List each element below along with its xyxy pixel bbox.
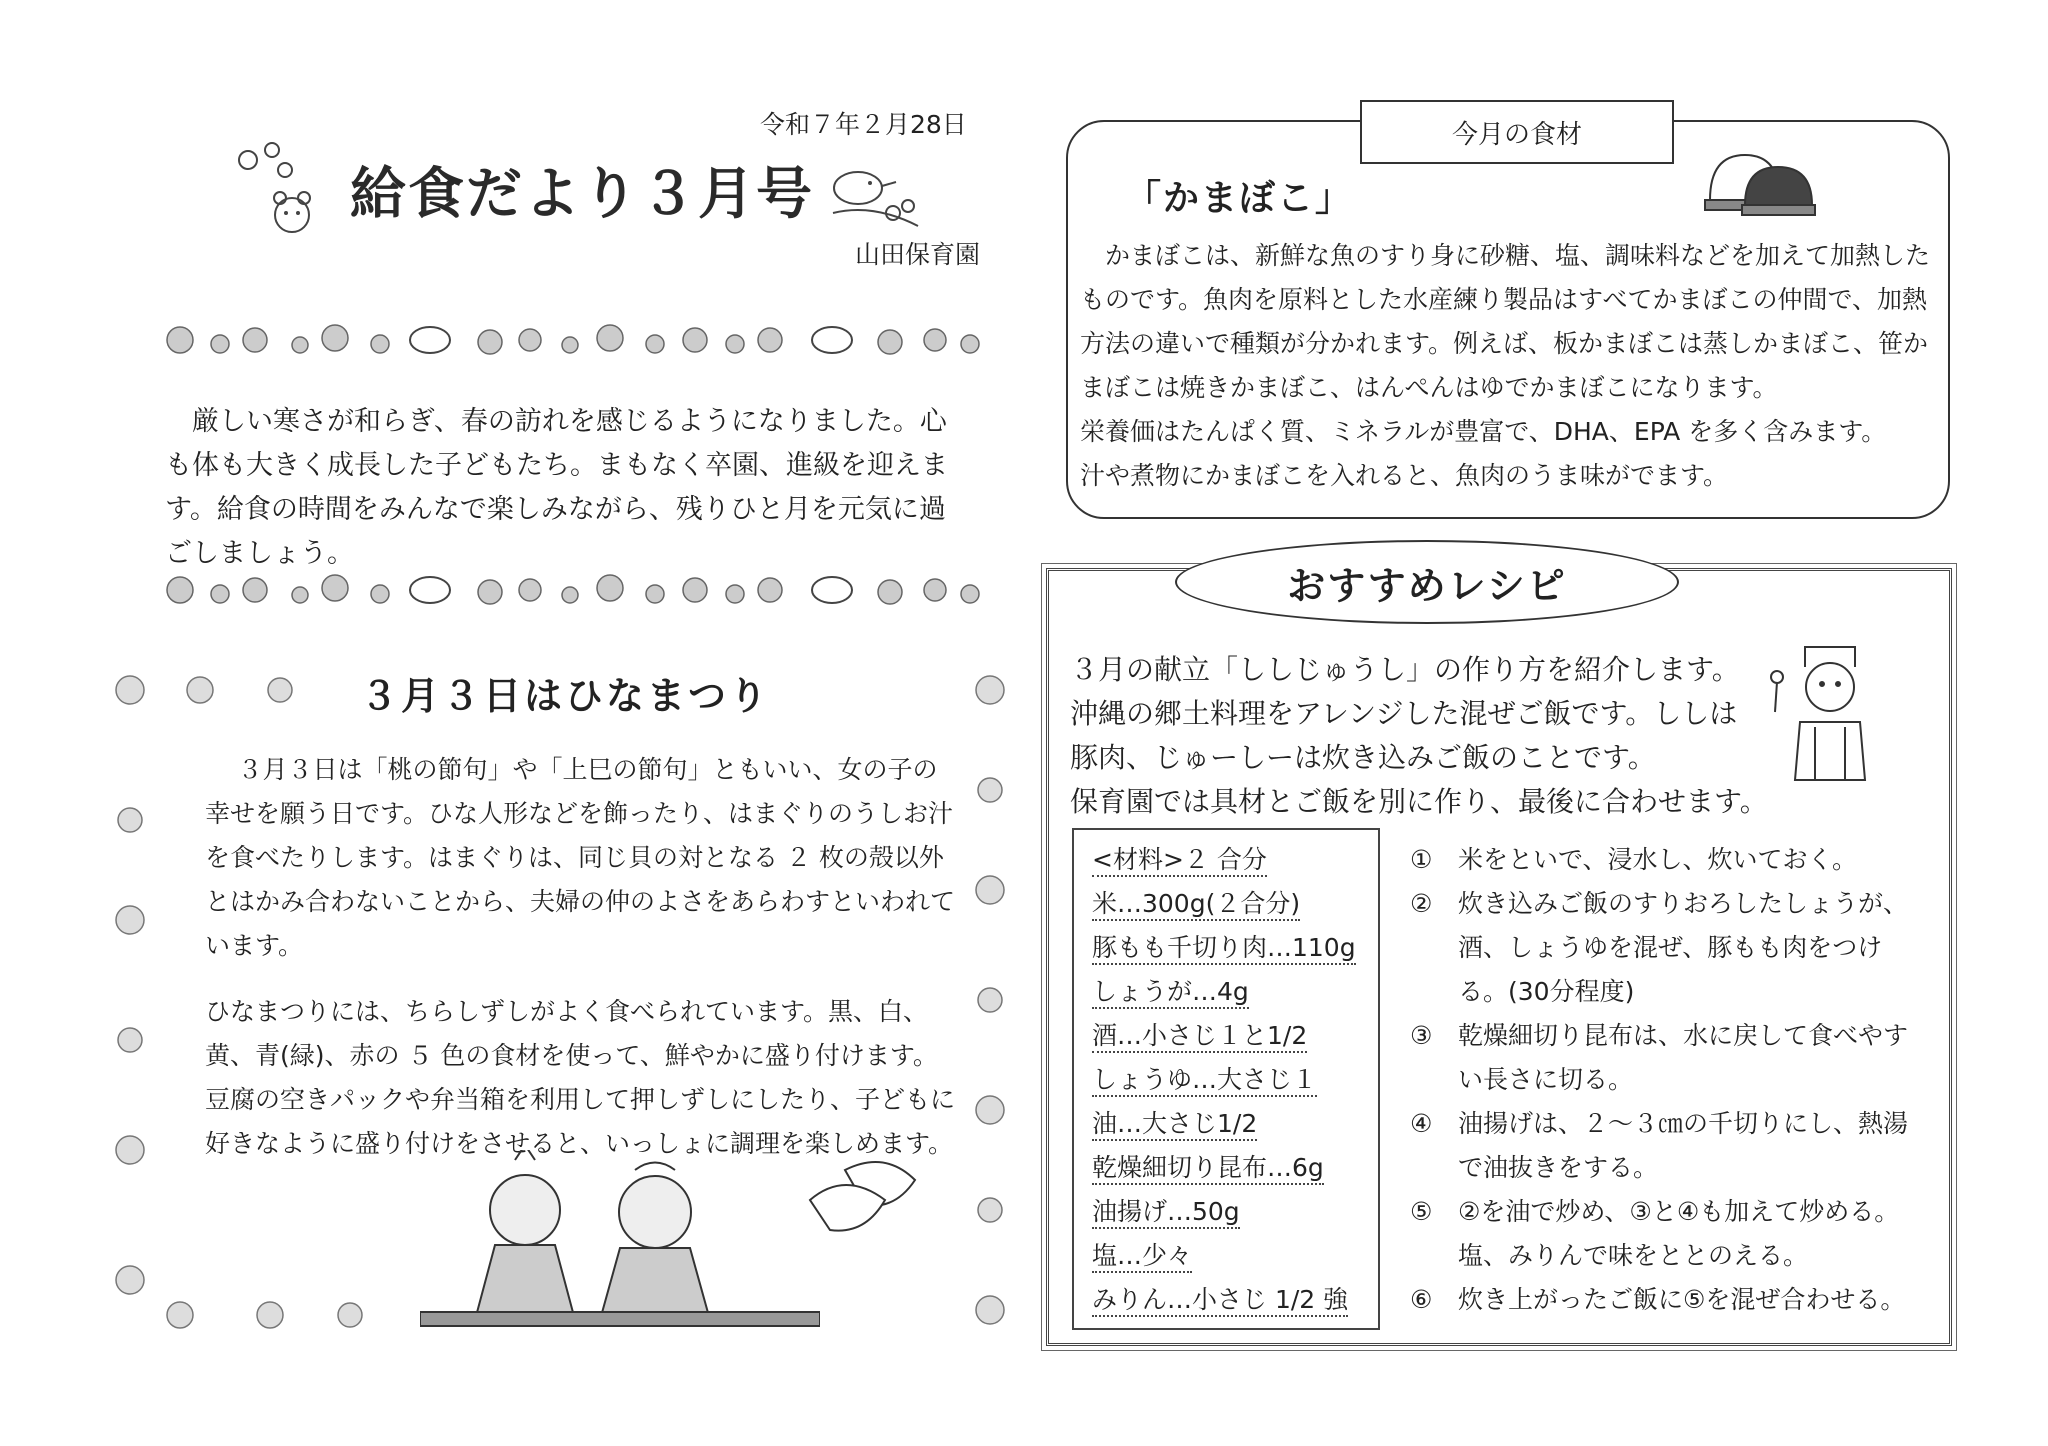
step-text: 米をといで、浸水し、炊いておく。	[1458, 845, 1858, 874]
ingredient-text	[1080, 234, 1930, 498]
recipe-step	[1410, 1190, 1930, 1278]
page-title: 給食だより３月号	[350, 162, 814, 227]
step-text: 油揚げは、２～３㎝の千切りにし、熱湯で油抜きをする。	[1458, 1109, 1909, 1182]
clam-illustration	[805, 1150, 925, 1240]
ingredient-paragraph-3: 汁や煮物にかまぼこを入れると、魚肉のうま味がでます。	[1080, 461, 1729, 490]
material-item: 豚もも千切り肉…110g	[1092, 926, 1378, 970]
material-item: みりん…小さじ 1/2 強	[1092, 1278, 1378, 1322]
material-item: 乾燥細切り昆布…6g	[1092, 1146, 1378, 1190]
ingredient-paragraph-2: 栄養価はたんぱく質、ミネラルが豊富で、DHA、EPA を多く含みます。	[1080, 417, 1887, 446]
recipe-speech-bubble: おすすめレシピ	[1175, 540, 1679, 624]
recipe-intro-line: ３月の献立「ししじゅうし」の作り方を紹介します。	[1070, 653, 1740, 686]
recipe-intro	[1070, 648, 1790, 824]
hina-dolls-illustration	[420, 1150, 820, 1330]
recipe-intro-line: 保育園では具材とご飯を別に作り、最後に合わせます。	[1070, 785, 1768, 818]
flower-bird-border-bottom	[160, 560, 990, 620]
step-number: ①	[1410, 845, 1433, 874]
ingredient-tab: 今月の食材	[1360, 100, 1674, 164]
step-number: ④	[1410, 1109, 1433, 1138]
hinamatsuri-paragraph-1: ３月３日は「桃の節句」や「上巳の節句」ともいい、女の子の幸せを願う日です。ひな人形などを飾ったり、はまぐりのうしお汁を食べたりします。はまぐりは、同じ貝の対となる ２ 枚の殻以外とはかみ合わないことから、夫婦の仲のよさをあらわすといわれています。	[205, 755, 956, 960]
material-item: 米…300g(２合分)	[1092, 882, 1378, 926]
ingredient-title: 「かまぼこ」	[1125, 178, 1354, 219]
material-item: 塩…少々	[1092, 1234, 1378, 1278]
material-item: <材料>２ 合分	[1092, 838, 1378, 882]
material-item: しょうが…4g	[1092, 970, 1378, 1014]
recipe-step	[1410, 1014, 1930, 1102]
ingredient-paragraph-1: かまぼこは、新鮮な魚のすり身に砂糖、塩、調味料などを加えて加熱したものです。魚肉を原料とした水産練り製品はすべてかまぼこの仲間で、加熱方法の違いで種類が分かれます。例えば、板かまぼこは蒸しかまぼこ、笹かまぼこは焼きかまぼこ、はんぺんはゆでかまぼこになります。	[1080, 241, 1931, 402]
step-text: 炊き上がったご飯に⑤を混ぜ合わせる。	[1458, 1285, 1906, 1314]
intro-text	[165, 400, 965, 576]
plum-flower-frame-left	[100, 670, 160, 1330]
step-text: 炊き込みご飯のすりおろしたしょうが、酒、しょうゆを混ぜ、豚もも肉をつける。(30分程度)	[1458, 889, 1909, 1006]
flower-bird-border-top	[160, 310, 990, 370]
intro-paragraph: 厳しい寒さが和らぎ、春の訪れを感じるようになりました。心も体も大きく成長した子どもたち。まもなく卒園、進級を迎えます。給食の時間をみんなで楽しみながら、残りひと月を元気に過ごしましょう。	[165, 406, 948, 569]
step-number: ③	[1410, 1021, 1433, 1050]
cook-illustration	[1765, 632, 1885, 782]
step-number: ②	[1410, 889, 1433, 918]
school-name: 山田保育園	[855, 240, 981, 269]
materials-box	[1072, 828, 1380, 1330]
recipe-step	[1410, 838, 1930, 882]
step-text: 乾燥細切り昆布は、水に戻して食べやすい長さに切る。	[1458, 1021, 1909, 1094]
hinamatsuri-title: ３月３日はひなまつり	[360, 674, 771, 718]
hinamatsuri-text	[205, 748, 955, 1188]
step-number: ⑤	[1410, 1197, 1433, 1226]
materials-list	[1074, 830, 1378, 1322]
recipe-intro-line: 沖縄の郷土料理をアレンジした混ぜご飯です。ししは	[1070, 697, 1738, 730]
material-item: 油揚げ…50g	[1092, 1190, 1378, 1234]
hinamatsuri-paragraph-2: ひなまつりには、ちらしずしがよく食べられています。黒、白、黄、青(緑)、赤の ５ 色の食材を使って、鮮やかに盛り付けます。豆腐の空きパックや弁当箱を利用して押しずしにしたり、子どもに好きなように盛り付けをさせると、いっしょに調理を楽しめます。	[205, 997, 956, 1158]
step-text: ②を油で炒め、③と④も加えて炒める。塩、みりんで味をととのえる。	[1458, 1197, 1900, 1270]
recipe-step	[1410, 882, 1930, 1014]
issue-date: 令和７年２月28日	[760, 110, 967, 139]
material-item: 酒…小さじ１と1/2	[1092, 1014, 1378, 1058]
recipe-steps	[1410, 838, 1930, 1322]
plum-flower-frame-right	[960, 670, 1020, 1330]
kamaboko-illustration	[1700, 145, 1820, 225]
recipe-intro-line: 豚肉、じゅーしーは炊き込みご飯のことです。	[1070, 741, 1656, 774]
recipe-step	[1410, 1102, 1930, 1190]
material-item: しょうゆ…大さじ１	[1092, 1058, 1378, 1102]
bear-flower-illustration	[230, 140, 330, 240]
material-item: 油…大さじ1/2	[1092, 1102, 1378, 1146]
step-number: ⑥	[1410, 1285, 1433, 1314]
recipe-step	[1410, 1278, 1930, 1322]
